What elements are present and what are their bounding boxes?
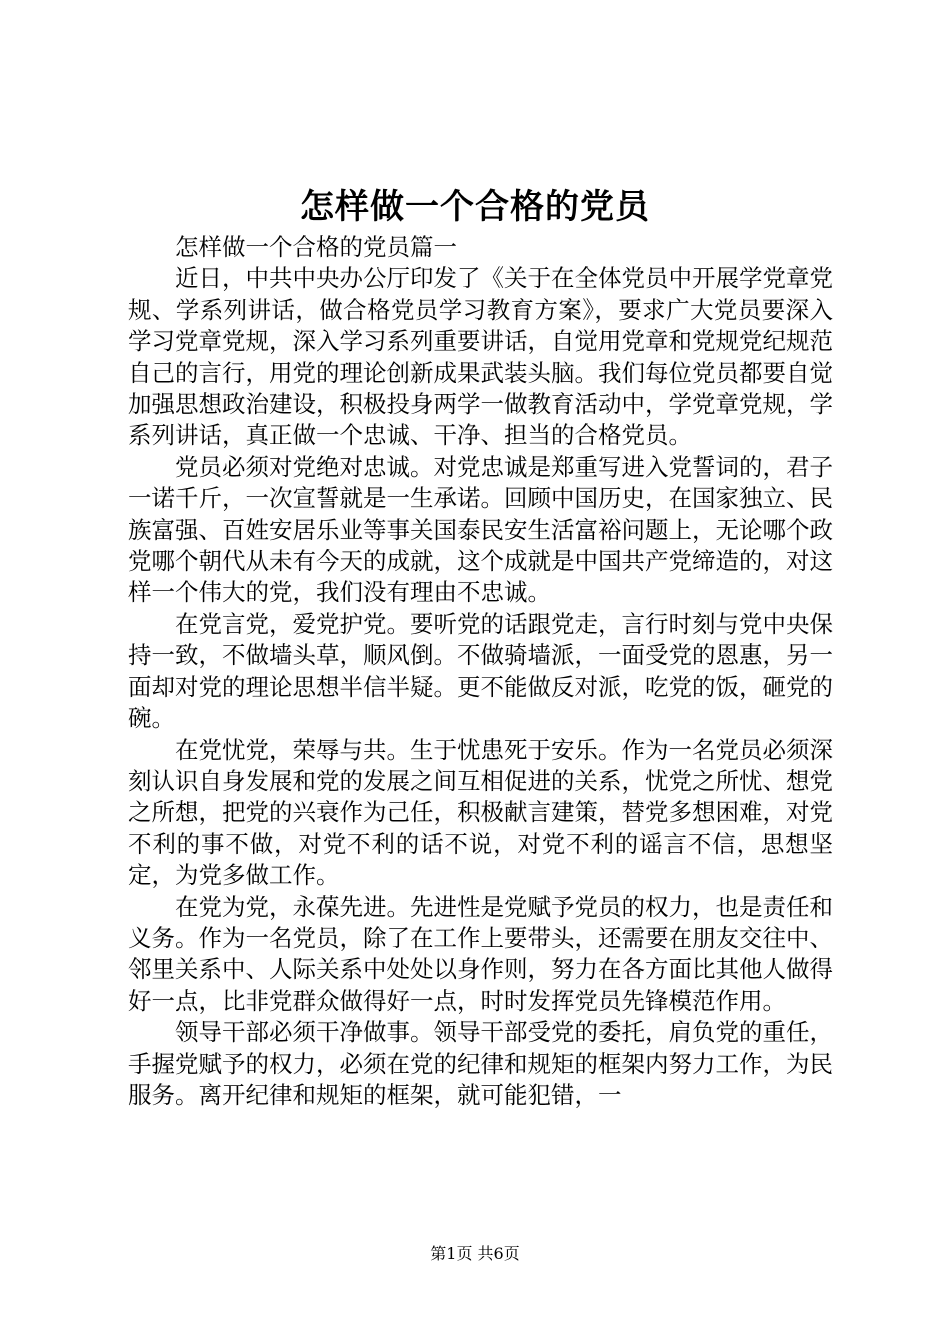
paragraph: 近日，中共中央办公厅印发了《关于在全体党员中开展学党章党规、学系列讲话，做合格党员学习教育方案》，要求广大党员要深入学习党章党规，深入学习系列重要讲话，自觉用党章和党规党纪规范自己的言行，用党的理论创新成果武装头脑。我们每位党员都要自觉加强思想政治建设，积极投身两学一做教育活动中，学党章党规，学系列讲话，真正做一个忠诚、干净、担当的合格党员。	[128, 264, 833, 450]
page-footer: 第1页 共6页	[430, 1244, 520, 1263]
paragraph: 在党言党，爱党护党。要听党的话跟党走，言行时刻与党中央保持一致，不做墙头草，顺风倒。不做骑墙派，一面受党的恩惠，另一面却对党的理论思想半信半疑。更不能做反对派，吃党的饭，砸党的碗。	[128, 609, 833, 733]
paragraph: 在党忧党，荣辱与共。生于忧患死于安乐。作为一名党员必须深刻认识自身发展和党的发展之间互相促进的关系，忧党之所忧、想党之所想，把党的兴衰作为己任，积极献言建策，替党多想困难，对党不利的事不做，对党不利的话不说，对党不利的谣言不信，思想坚定，为党多做工作。	[128, 735, 833, 890]
paragraph: 在党为党，永葆先进。先进性是党赋予党员的权力，也是责任和义务。作为一名党员，除了在工作上要带头，还需要在朋友交往中、邻里关系中、人际关系中处处以身作则，努力在各方面比其他人做得好一点，比非党群众做得好一点，时时发挥党员先锋模范作用。	[128, 892, 833, 1015]
paragraph: 党员必须对党绝对忠诚。对党忠诚是郑重写进入党誓词的，君子一诺千斤，一次宣誓就是一生承诺。回顾中国历史，在国家独立、民族富强、百姓安居乐业等事关国泰民安生活富裕问题上，无论哪个政党哪个朝代从未有今天的成就，这个成就是中国共产党缔造的，对这样一个伟大的党，我们没有理由不忠诚。	[128, 452, 833, 607]
document-body	[128, 232, 833, 1111]
section-heading: 怎样做一个合格的党员篇一	[175, 233, 457, 261]
document-title: 怎样做一个合格的党员	[300, 187, 650, 227]
paragraph: 领导干部必须干净做事。领导干部受党的委托，肩负党的重任，手握党赋予的权力，必须在党的纪律和规矩的框架内努力工作，为民服务。离开纪律和规矩的框架，就可能犯错，一	[128, 1018, 833, 1109]
